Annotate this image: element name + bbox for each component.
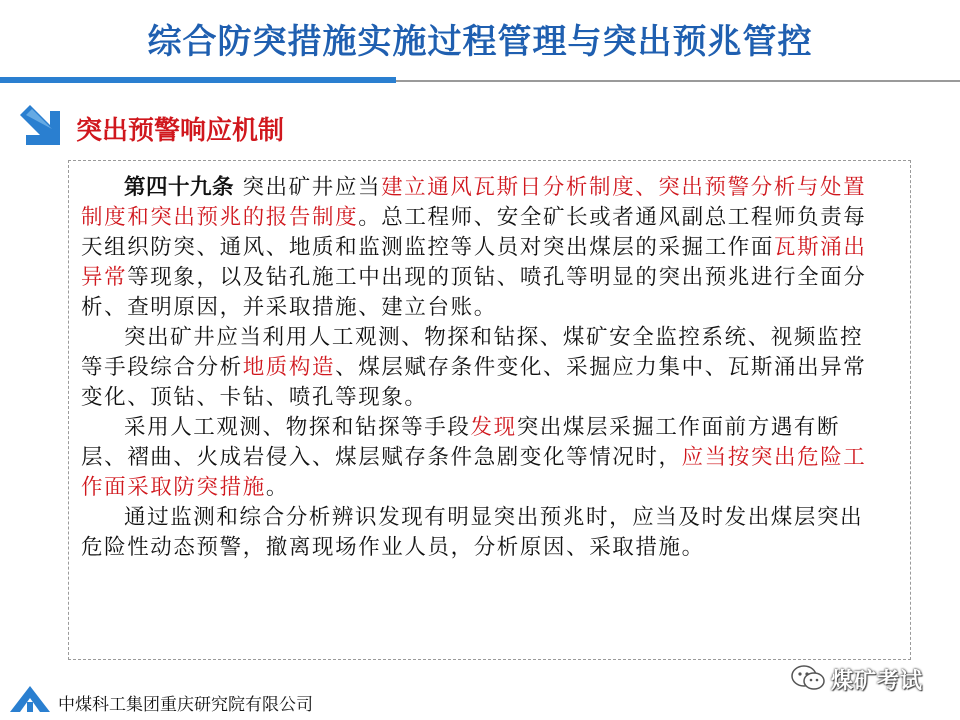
article-paragraph-3 bbox=[81, 413, 880, 503]
paragraph-text: 突出煤层采掘工作面前方遇有断层、褶曲、火成岩侵入、煤层赋存条件急剧变化等情况时， bbox=[81, 415, 841, 470]
paragraph-text: 等现象，以及钻孔施工中出现的顶钻、喷孔等明显的突出预兆进行全面分析、查明原因，并采取措施、建立台账。 bbox=[81, 265, 867, 320]
article-paragraph-2 bbox=[81, 323, 880, 413]
paragraph-text: 。 bbox=[265, 475, 289, 500]
article-content-box bbox=[68, 160, 911, 660]
article-number: 第四十九条 bbox=[124, 175, 235, 200]
article-paragraph-4 bbox=[81, 503, 880, 563]
highlighted-text: 建立通风瓦斯日分析制度、突出预警分析与处置制度和突出预兆的报告制度 bbox=[81, 175, 867, 230]
article-paragraph-1 bbox=[81, 173, 880, 323]
arrow-down-right-icon bbox=[18, 103, 62, 147]
company-logo-icon bbox=[8, 684, 52, 714]
highlighted-text: 瓦斯涌出异常 bbox=[81, 235, 867, 290]
paragraph-text: 突出矿井应当利用人工观测、物探和钻探、煤矿安全监控系统、视频监控等手段综合分析 bbox=[81, 325, 864, 380]
highlighted-text: 地质构造 bbox=[242, 355, 336, 380]
highlighted-text: 应当按突出危险工作面采取防突措施 bbox=[81, 445, 867, 500]
title-underline bbox=[396, 80, 960, 82]
company-name: 中煤科工集团重庆研究院有限公司 bbox=[58, 695, 313, 715]
paragraph-text: 突出矿井应当 bbox=[234, 175, 382, 200]
watermark-label: 煤矿考试 bbox=[831, 669, 924, 694]
title-underline-accent bbox=[0, 77, 396, 83]
section-title: 突出预警响应机制 bbox=[76, 116, 285, 146]
paragraph-text: 通过监测和综合分析辨识发现有明显突出预兆时，应当及时发出煤层突出危险性动态预警，撤离现场作业人员，分析原因、采取措施。 bbox=[81, 505, 864, 560]
highlighted-text: 发现 bbox=[470, 415, 517, 440]
wechat-icon bbox=[790, 664, 826, 692]
paragraph-text: 采用人工观测、物探和钻探等手段 bbox=[124, 415, 471, 440]
paragraph-text: 、煤层赋存条件变化、采掘应力集中、瓦斯涌出异常变化、顶钻、卡钻、喷孔等现象。 bbox=[81, 355, 867, 410]
slide-title: 综合防突措施实施过程管理与突出预兆管控 bbox=[147, 22, 813, 62]
paragraph-text: 。总工程师、安全矿长或者通风副总工程师负责每天组织防突、通风、地质和监测监控等人员对突出煤层的采掘工作面 bbox=[81, 205, 867, 260]
